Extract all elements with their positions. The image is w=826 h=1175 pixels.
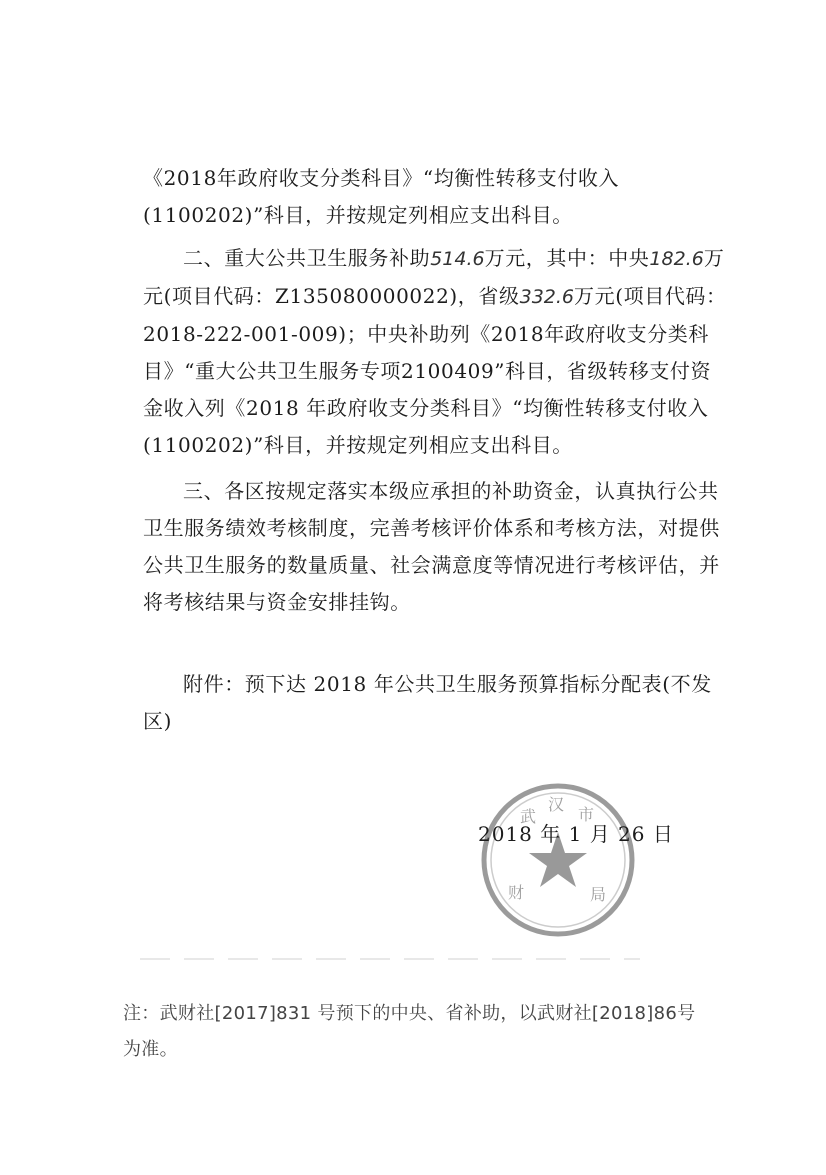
paragraph-3: 三、各区按规定落实本级应承担的补助资金，认真执行公共卫生服务绩效考核制度，完善考核评价体系和考核方法，对提供公共卫生服务的数量质量、社会满意度等情况进行考核评估，并将考核结果与资金安排挂钩。 — [143, 479, 720, 614]
footnote: 注：武财社[2017]831 号预下的中央、省补助，以武财社[2018]86号为准。 — [123, 1003, 696, 1060]
paragraph-2 — [143, 240, 727, 464]
attachment-line: 附件：预下达 2018 年公共卫生服务预算指标分配表(不发区) — [143, 672, 712, 733]
p2-text-d: 万元(项目代码：2018-222-001-009)；中央补助列《2018年政府收支分类科目》“重大公共卫生服务专项2100409”科目，省级转移支付资金收入列《2018 年政府收支分类科目》“均衡性转移支付收入(1100202)”科目，并按规定列相应支出科目。 — [143, 284, 727, 457]
svg-text:局: 局 — [590, 885, 607, 904]
svg-text:市: 市 — [578, 805, 595, 824]
p2-text-b: 万元，其中：中央 — [484, 246, 650, 270]
svg-text:财: 财 — [508, 883, 525, 902]
p2-text-c: 万元(项目代码：Z135080000022)，省级 — [143, 246, 725, 308]
svg-text:武: 武 — [520, 807, 537, 826]
handwritten-amount-total: 514.6 — [430, 248, 485, 270]
paragraph-1: 《2018年政府收支分类科目》“均衡性转移支付收入(1100202)”科目，并按规定列相应支出科目。 — [143, 166, 620, 227]
official-seal-icon — [478, 780, 638, 940]
document-date: 2018 年 1 月 26 日 — [478, 822, 674, 846]
handwritten-amount-provincial: 332.6 — [519, 286, 575, 308]
scan-divider — [140, 958, 640, 960]
svg-text:汉: 汉 — [548, 795, 565, 814]
p2-text-a: 二、重大公共卫生服务补助 — [183, 246, 431, 270]
handwritten-amount-central: 182.6 — [649, 248, 704, 270]
